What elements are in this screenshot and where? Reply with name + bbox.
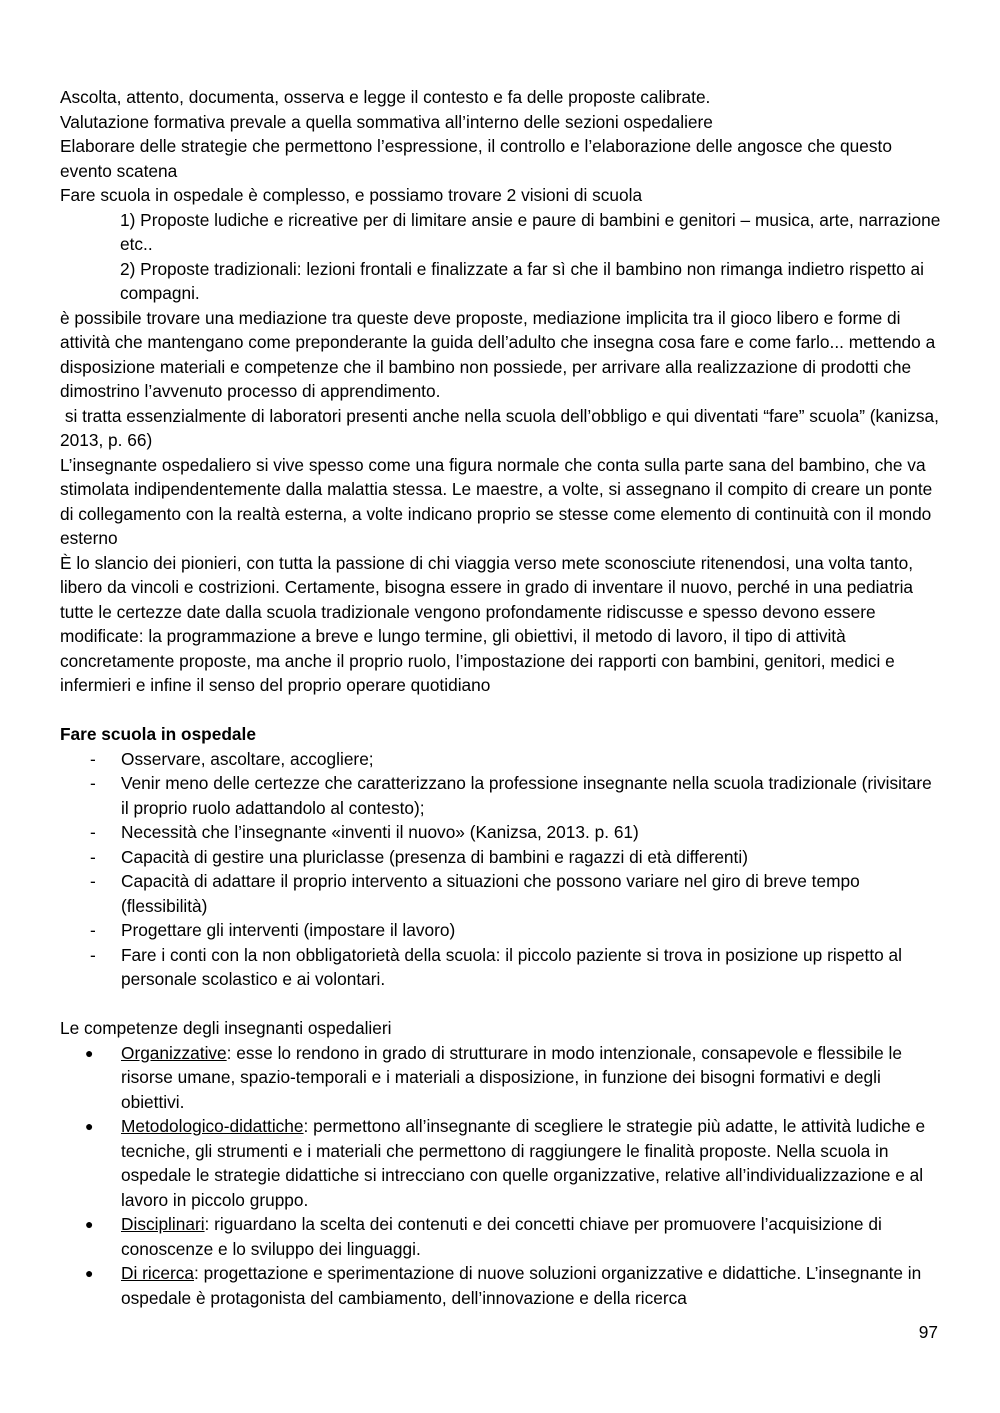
list-item — [60, 845, 942, 870]
vision-item: 1) Proposte ludiche e ricreative per di limitare ansie e paure di bambini e genitori – musica, arte, narrazione etc.. — [120, 209, 941, 254]
spacer — [60, 992, 942, 1017]
list-item — [60, 869, 942, 918]
paragraph: L’insegnante ospedaliero si vive spesso come una figura normale che conta sulla parte sana del bambino, che va stimolata indipendentemente dalla malattia stessa. Le maestre, a volte, si assegnano il compito di creare un ponte di collegamento con la realtà esterna, a volte indicano proprio se stesse come elemento di continuità con il mondo esterno — [60, 454, 933, 548]
section-heading: Fare scuola in ospedale — [60, 724, 256, 744]
list-item-text: Osservare, ascoltare, accogliere; — [121, 748, 374, 769]
dash-list — [60, 747, 942, 992]
bullet-marker: ● — [85, 1216, 94, 1232]
list-item-text: Capacità di gestire una pluriclasse (presenza di bambini e ragazzi di età differenti) — [121, 846, 748, 867]
list-item — [60, 747, 942, 772]
list-item — [60, 1261, 942, 1310]
list-item-text: Fare i conti con la non obbligatorietà della scuola: il piccolo paziente si trova in posizione up rispetto al personale scolastico e ai volontari. — [121, 944, 902, 989]
list-item-term: Organizzative — [121, 1042, 227, 1063]
list-item-text: : esse lo rendono in grado di strutturare in modo intenzionale, consapevole e flessibile le risorse umane, spazio-temporali e i materiali a disposizione, in funzione dei bisogni formativi e degli obiettivi. — [121, 1042, 902, 1112]
list-item-text: Capacità di adattare il proprio intervento a situazioni che possono variare nel giro di breve tempo (flessibilità) — [121, 871, 860, 916]
bullet-marker: ● — [85, 1044, 94, 1061]
list-item — [60, 918, 942, 943]
list-item — [60, 1212, 942, 1261]
list-item — [60, 1114, 942, 1212]
page-content — [60, 85, 942, 1310]
dash-marker: - — [90, 773, 96, 793]
page-number: 97 — [918, 1322, 938, 1342]
dash-marker: - — [90, 944, 96, 965]
list-item-term: Metodologico-didattiche — [121, 1116, 304, 1136]
list-item-text: : progettazione e sperimentazione di nuove soluzioni organizzative e didattiche. L’insegnante in ospedale è protagonista del cambiamento, dell’innovazione e della ricerca — [121, 1263, 922, 1308]
list-item — [60, 771, 942, 820]
paragraph: Elaborare delle strategie che permettono l’espressione, il controllo e l’elaborazione delle angosce che questo evento scatena — [60, 136, 892, 181]
paragraph: Valutazione formativa prevale a quella sommativa all’interno delle sezioni ospedaliere — [60, 111, 713, 132]
list-item — [60, 1041, 942, 1115]
spacer — [60, 698, 942, 723]
bullet-list — [60, 1041, 942, 1311]
dash-marker: - — [90, 822, 96, 842]
dash-marker: - — [90, 748, 96, 769]
paragraph: è possibile trovare una mediazione tra queste deve proposte, mediazione implicita tra il gioco libero e forme di attività che mantengano come preponderante la guida dell’adulto che insegna cosa fare e come farlo... mettendo a disposizione materiali e competenze che il bambino non possiede, per arrivare alla realizzazione di prodotti che dimostrino l’avvenuto processo di apprendimento. — [60, 307, 936, 401]
dash-marker: - — [90, 920, 96, 940]
paragraph: È lo slancio dei pionieri, con tutta la passione di chi viaggia verso mete sconosciute ritenendosi, una volta tanto, libero da vincoli e costrizioni. Certamente, bisogna essere in grado di inventare il nuovo, perché in una pediatria tutte le certezze date dalla scuola tradizionale vengono profondamente ridiscusse e spesso devono essere modificate: la programmazione a breve e lungo termine, gli obiettivi, il metodo di lavoro, il tipo di attività concretamente proposte, ma anche il proprio ruolo, l’impostazione dei rapporti con bambini, genitori, medici e infermieri e infine il senso del proprio operare quotidiano — [60, 552, 914, 695]
dash-marker: - — [90, 846, 96, 867]
list-item — [60, 943, 942, 992]
bullet-marker: ● — [85, 1118, 94, 1134]
list-item-text: : riguardano la scelta dei contenuti e dei concetti chiave per promuovere l’acquisizione di conoscenze e lo sviluppo dei linguaggi. — [121, 1214, 882, 1259]
dash-marker: - — [90, 871, 96, 891]
vision-item: 2) Proposte tradizionali: lezioni frontali e finalizzate a far sì che il bambino non rimanga indietro rispetto ai compagni. — [120, 258, 924, 303]
list-item-text: Necessità che l’insegnante «inventi il nuovo» (Kanizsa, 2013. p. 61) — [121, 822, 639, 842]
list-item-text: Progettare gli interventi (impostare il lavoro) — [121, 920, 456, 940]
list-item — [60, 820, 942, 845]
list-item-text: Venir meno delle certezze che caratterizzano la professione insegnante nella scuola tradizionale (rivisitare il proprio ruolo adattandolo al contesto); — [121, 773, 932, 818]
list-item-text: : permettono all’insegnante di scegliere le strategie più adatte, le attività ludiche e tecniche, gli strumenti e i materiali che permettono di raggiungere le finalità proposte. Nella scuola in ospedale le strategie didattiche si intrecciano con quelle organizzative, relative all’individualizzazione e al lavoro in piccolo gruppo. — [121, 1116, 926, 1210]
paragraph: Ascolta, attento, documenta, osserva e legge il contesto e fa delle proposte calibrate. — [60, 87, 711, 107]
paragraph: Fare scuola in ospedale è complesso, e possiamo trovare 2 visioni di scuola — [60, 185, 643, 205]
section-heading: Le competenze degli insegnanti ospedalieri — [60, 1018, 392, 1038]
bullet-marker: ● — [85, 1265, 94, 1281]
list-item-term: Di ricerca — [121, 1263, 194, 1283]
paragraph: si tratta essenzialmente di laboratori presenti anche nella scuola dell’obbligo e qui diventati “fare” scuola” (kanizsa, 2013, p. 66) — [60, 405, 944, 450]
list-item-term: Disciplinari — [121, 1214, 205, 1234]
